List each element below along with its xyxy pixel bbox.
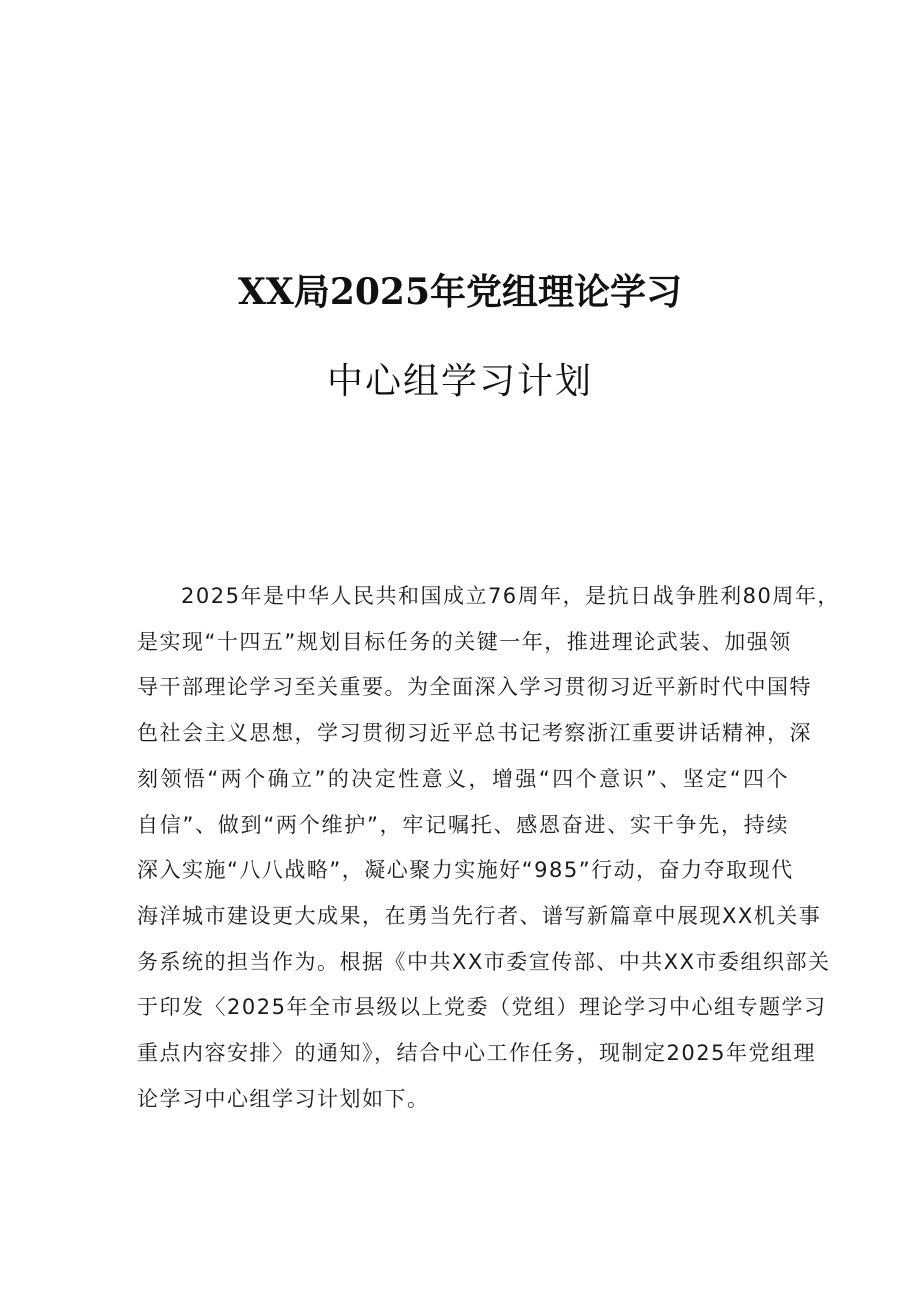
paragraph-line: 色社会主义思想，学习贯彻习近平总书记考察浙江重要讲话精神，深 [137, 721, 812, 746]
paragraph-line: 自信”、做到“两个维护”，牢记嘱托、感恩奋进、实干争先，持续 [137, 812, 789, 837]
paragraph-line: 2025年是中华人民共和国成立76周年，是抗日战争胜利80周年， [181, 584, 840, 608]
paragraph-line: 导干部理论学习至关重要。为全面深入学习贯彻习近平新时代中国特 [137, 675, 812, 700]
paragraph-line: 是实现“十四五”规划目标任务的关键一年，推进理论武装、加强领 [137, 629, 792, 654]
document-title-line-2: 中心组学习计划 [326, 361, 593, 402]
paragraph-line: 深入实施“八八战略”，凝心聚力实施好“985”行动，奋力夺取现代 [137, 858, 794, 883]
paragraph-line: 于印发〈2025年全市县级以上党委（党组）理论学习中心组专题学习 [137, 995, 827, 1020]
paragraph-line: 刻领悟“两个确立”的决定性意义，增强“四个意识”、坚定“四个 [137, 766, 789, 791]
document-title-line-1: XX局2025年党组理论学习 [237, 271, 683, 313]
paragraph-line: 务系统的担当作为。根据《中共XX市委宣传部、中共XX市委组织部关 [137, 949, 831, 974]
paragraph-line: 海洋城市建设更大成果，在勇当先行者、谱写新篇章中展现XX机关事 [137, 903, 822, 928]
paragraph-line: 论学习中心组学习计划如下。 [137, 1086, 430, 1111]
intro-paragraph [137, 574, 840, 1122]
paragraph-line: 重点内容安排〉的通知》，结合中心工作任务，现制定2025年党组理 [137, 1041, 816, 1066]
